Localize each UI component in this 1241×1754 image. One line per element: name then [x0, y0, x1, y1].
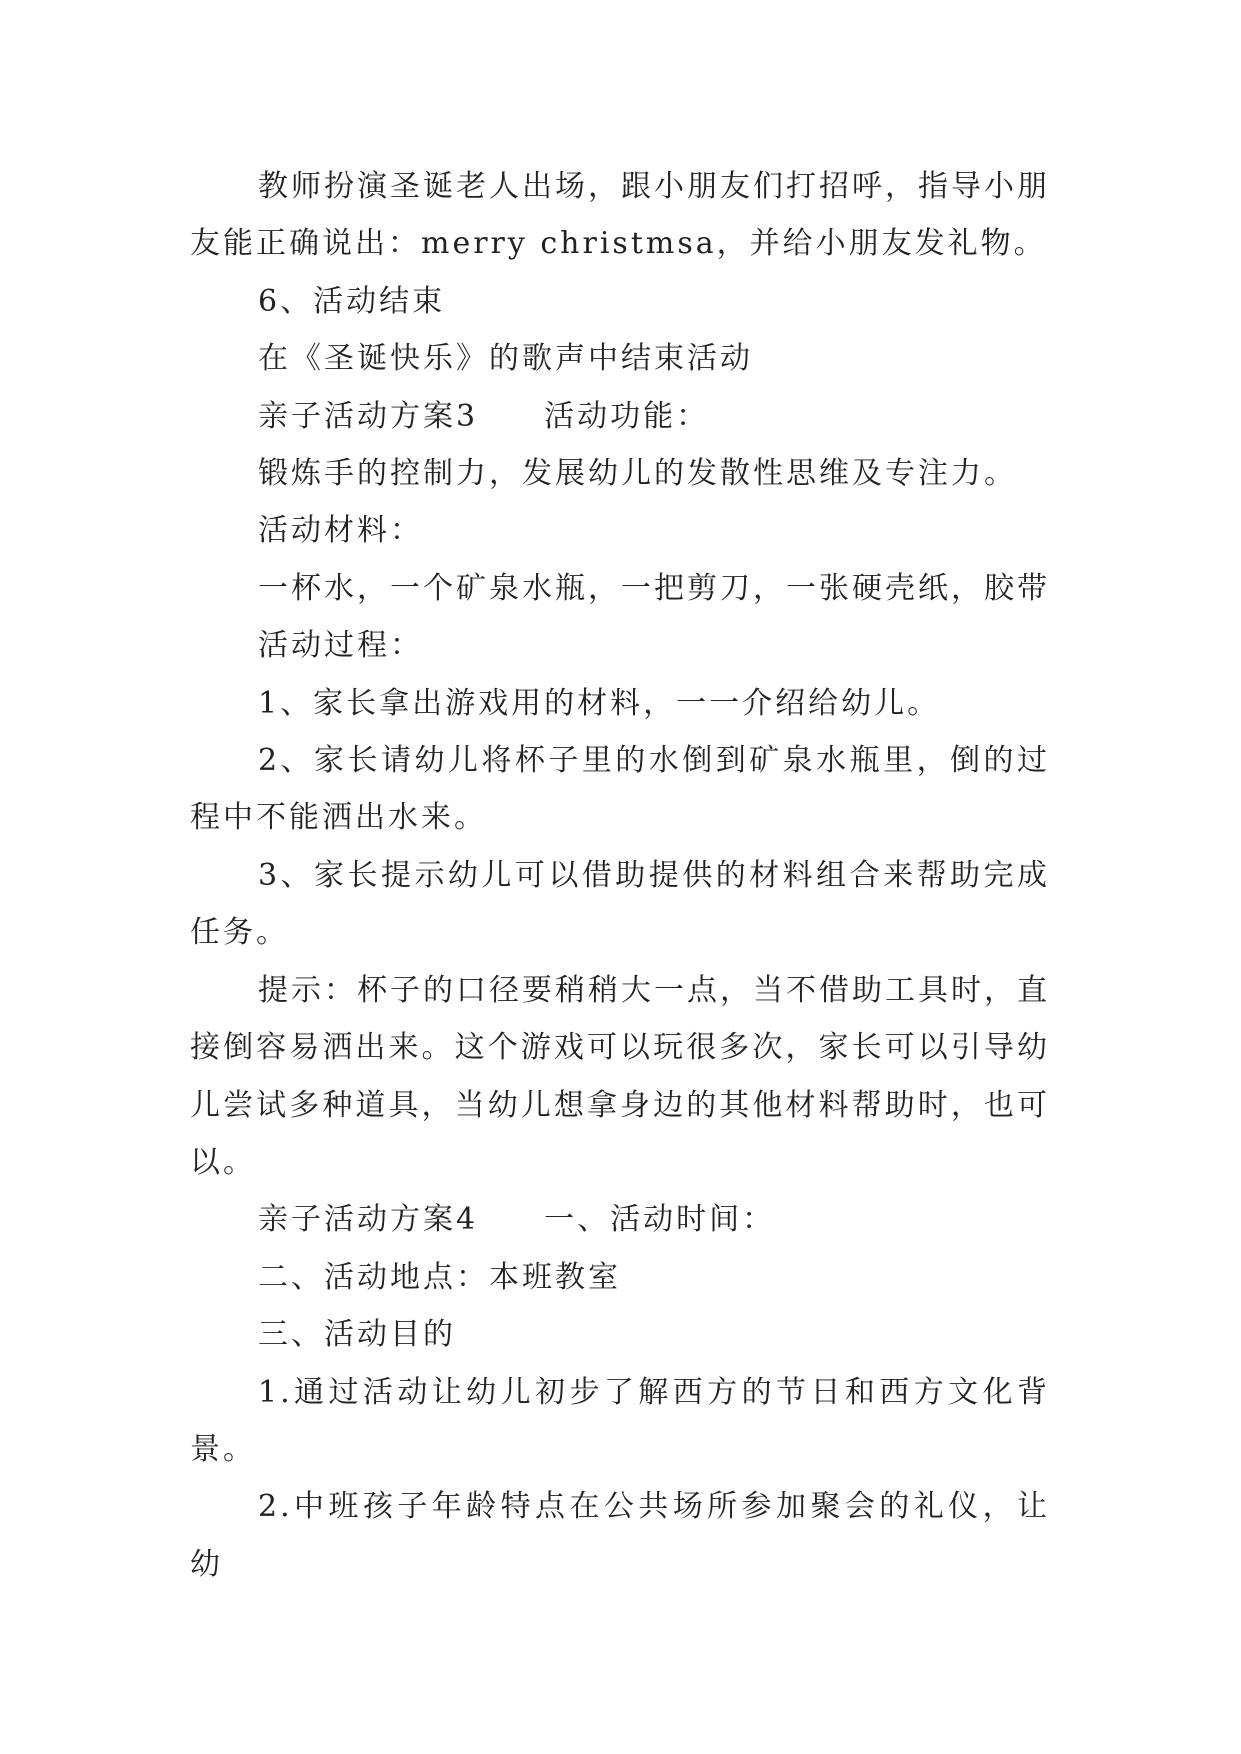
paragraph: 锻炼手的控制力，发展幼儿的发散性思维及专注力。 — [258, 456, 1017, 492]
paragraph: 亲子活动方案3 活动功能： — [258, 398, 710, 434]
paragraph: 活动材料： — [258, 513, 423, 549]
document-body — [190, 158, 1050, 1593]
paragraph: 活动过程： — [258, 628, 423, 664]
paragraph: 2.中班孩子年龄特点在公共场所参加聚会的礼仪，让幼 — [190, 1489, 1050, 1582]
paragraph: 教师扮演圣诞老人出场，跟小朋友们打招呼，指导小朋友能正确说出：merry christmsa，并给小朋友发礼物。 — [190, 169, 1050, 262]
paragraph: 亲子活动方案4 一、活动时间： — [258, 1202, 776, 1238]
paragraph: 1.通过活动让幼儿初步了解西方的节日和西方文化背景。 — [190, 1374, 1050, 1467]
paragraph: 一杯水，一个矿泉水瓶，一把剪刀，一张硬壳纸，胶带 — [258, 570, 1050, 606]
paragraph: 2、家长请幼儿将杯子里的水倒到矿泉水瓶里，倒的过程中不能洒出水来。 — [190, 743, 1050, 836]
paragraph: 6、活动结束 — [258, 283, 446, 319]
paragraph: 提示：杯子的口径要稍稍大一点，当不借助工具时，直接倒容易洒出来。这个游戏可以玩很多次，家长可以引导幼儿尝试多种道具，当幼儿想拿身边的其他材料帮助时，也可以。 — [190, 972, 1050, 1180]
paragraph: 在《圣诞快乐》的歌声中结束活动 — [258, 341, 753, 377]
paragraph: 二、活动地点：本班教室 — [258, 1259, 621, 1295]
paragraph: 三、活动目的 — [258, 1317, 456, 1353]
paragraph: 3、家长提示幼儿可以借助提供的材料组合来帮助完成任务。 — [190, 857, 1050, 951]
paragraph: 1、家长拿出游戏用的材料，一一介绍给幼儿。 — [258, 685, 941, 721]
